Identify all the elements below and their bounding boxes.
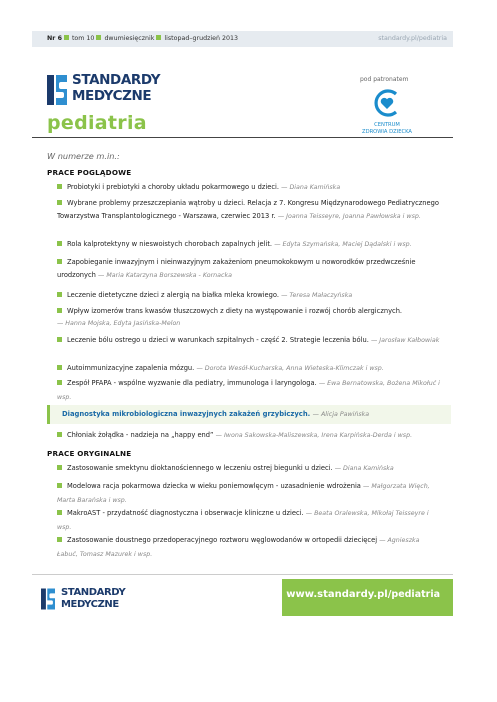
website-banner[interactable] (282, 579, 453, 616)
list-item[interactable] (57, 197, 442, 223)
square-bullet-icon (57, 365, 62, 370)
article-title: Leczenie bólu ostrego u dzieci w warunkach szpitalnych - część 2. Strategie leczenia bólu. (67, 336, 369, 344)
list-item[interactable] (57, 289, 442, 303)
article-title: Wpływ izomerów trans kwasów tłuszczowych z diety na występowanie i rozwój chorób alergicznych. (67, 307, 403, 315)
square-bullet-icon (57, 184, 62, 189)
highlighted-article[interactable] (47, 405, 451, 424)
article-authors: — Ewa Bernatowska, Bożena Mikołuć i wsp. (57, 380, 440, 401)
article-title: Zastosowanie doustnego przedoperacyjnego roztworu węglowodanów w ortopedii dziecięcej (67, 536, 378, 544)
list-item[interactable] (57, 256, 442, 282)
article-title: Autoimmunizacyjne zapalenia mózgu. (67, 364, 195, 372)
heart-c-icon (372, 88, 402, 118)
section-heading-original: PRACE ORYGINALNE (47, 449, 132, 458)
article-authors: — Edyta Szymańska, Maciej Dądalski i wsp. (274, 241, 412, 248)
logo-mark-icon (41, 588, 55, 610)
square-bullet-icon (96, 35, 101, 40)
site-url[interactable]: standardy.pl/pediatria (378, 35, 447, 42)
square-bullet-icon (57, 432, 62, 437)
square-bullet-icon (57, 200, 62, 205)
highlight-title: Diagnostyka mikrobiologiczna inwazyjnych zakażeń grzybiczych. (62, 410, 311, 418)
website-section: pediatria (391, 589, 440, 600)
list-item[interactable] (57, 429, 442, 443)
article-title: Rola kalprotektyny w nieswoistych chorobach zapalnych jelit. (67, 240, 273, 248)
logo-line1: STANDARDY (72, 72, 161, 88)
logo-line2: MEDYCZNE (72, 87, 152, 104)
list-item[interactable] (57, 462, 442, 476)
article-authors: — Beata Oralewska, Mikołaj Teisseyre i wsp. (57, 510, 429, 531)
square-bullet-icon (57, 510, 62, 515)
logo-wordmark (72, 73, 160, 104)
article-title: Leczenie dietetyczne dzieci z alergią na białka mleka krowiego. (67, 291, 279, 299)
logo-mark-icon (47, 75, 67, 105)
article-authors: — Hanna Mojska, Edyta Jasińska-Melon (57, 319, 181, 327)
list-item[interactable] (57, 480, 442, 507)
article-title: Wybrane problemy przeszczepiania wątroby u dzieci. Relacja z 7. Kongresu Międzynarodowego Pediatrycznego Towarzystwa Transplantologicznego - Warszawa, czerwiec 2013 r. (57, 199, 439, 220)
period-label: listopad–grudzień 2013 (164, 35, 239, 42)
square-bullet-icon (57, 241, 62, 246)
section-heading-reviews: PRACE POGLĄDOWE (47, 168, 132, 177)
contents-intro: W numerze m.in.: (47, 151, 120, 161)
square-bullet-icon (57, 308, 62, 313)
patron-line2: ZDROWIA DZIECKA (362, 128, 412, 135)
list-item[interactable] (57, 507, 442, 534)
article-authors: — Dorota Wesół-Kucharska, Anna Wieteska-Klimczak i wsp. (196, 365, 384, 372)
footer-logo-line2: MEDYCZNE (61, 598, 119, 610)
standardy-medyczne-logo (47, 73, 197, 107)
footer-divider (32, 574, 453, 575)
article-authors: — Diana Kamińska (334, 465, 394, 472)
article-title: Zapobieganie inwazyjnym i nieinwazyjnym zakażeniom pneumokokowym u noworodków przedwcześnie urodzonych (57, 258, 416, 279)
list-item[interactable] (57, 305, 442, 330)
issue-info (47, 31, 238, 47)
article-title: Zespół PFAPA - wspólne wyzwanie dla pediatry, immunologa i laryngologa. (67, 379, 317, 387)
article-authors: — Małgorzata Więch, Marta Barańska i wsp. (57, 483, 430, 504)
article-authors: — Iwona Sakowska-Maliszewska, Irena Karpińska-Derda i wsp. (215, 432, 413, 439)
square-bullet-icon (57, 292, 62, 297)
article-title: MakroAST - przydatność diagnostyczna i obserwacje kliniczne u dzieci. (67, 509, 304, 517)
square-bullet-icon (57, 259, 62, 264)
article-authors: — Teresa Małaczyńska (281, 292, 353, 299)
square-bullet-icon (57, 483, 62, 488)
issue-number: Nr 6 (47, 35, 62, 42)
article-authors: — Diana Kamińska (281, 184, 341, 191)
article-title: Zastosowanie smektynu dioktanościennego w leczeniu ostrej biegunki u dzieci. (67, 464, 333, 472)
issue-header-bar (32, 31, 453, 47)
article-title: Probiotyki i prebiotyki a choroby układu pokarmowego u dzieci. (67, 183, 280, 191)
article-authors: — Joanna Teisseyre, Joanna Pawłowska i wsp. (277, 212, 421, 220)
article-title: Chłoniak żołądka - nadzieja na „happy end” (67, 431, 214, 439)
square-bullet-icon (156, 35, 161, 40)
footer-wordmark (61, 587, 125, 610)
footer-logo (41, 587, 151, 611)
list-item[interactable] (57, 238, 442, 252)
patronage-label: pod patronatem (360, 76, 409, 83)
list-item[interactable] (57, 377, 442, 404)
article-authors: — Agnieszka Łabuć, Tomasz Mazurek i wsp. (57, 537, 420, 558)
volume-label: tom 10 (71, 35, 95, 42)
frequency-label: dwumiesięcznik (104, 35, 155, 42)
journal-title: pediatria (47, 112, 147, 134)
footer-logo-line1: STANDARDY (61, 587, 126, 598)
website-url: www.standardy.pl/ (286, 589, 392, 600)
article-authors: — Jarosław Kałbowiak (370, 337, 440, 344)
header-divider (32, 137, 453, 138)
list-item[interactable] (57, 362, 442, 376)
square-bullet-icon (57, 465, 62, 470)
highlight-authors: — Alicja Pawińska (312, 411, 370, 418)
list-item[interactable] (57, 181, 442, 195)
article-title: Modelowa racja pokarmowa dziecka w wieku poniemowlęcym - uzasadnienie wdrożenia (67, 482, 361, 490)
article-authors: — Maria Katarzyna Borszewska - Kornacka (98, 271, 232, 279)
square-bullet-icon (64, 35, 69, 40)
list-item[interactable] (57, 534, 442, 561)
patron-logo (360, 88, 414, 135)
list-item[interactable] (57, 334, 442, 348)
patron-line1: CENTRUM (374, 122, 400, 128)
square-bullet-icon (57, 537, 62, 542)
square-bullet-icon (57, 380, 62, 385)
square-bullet-icon (57, 337, 62, 342)
